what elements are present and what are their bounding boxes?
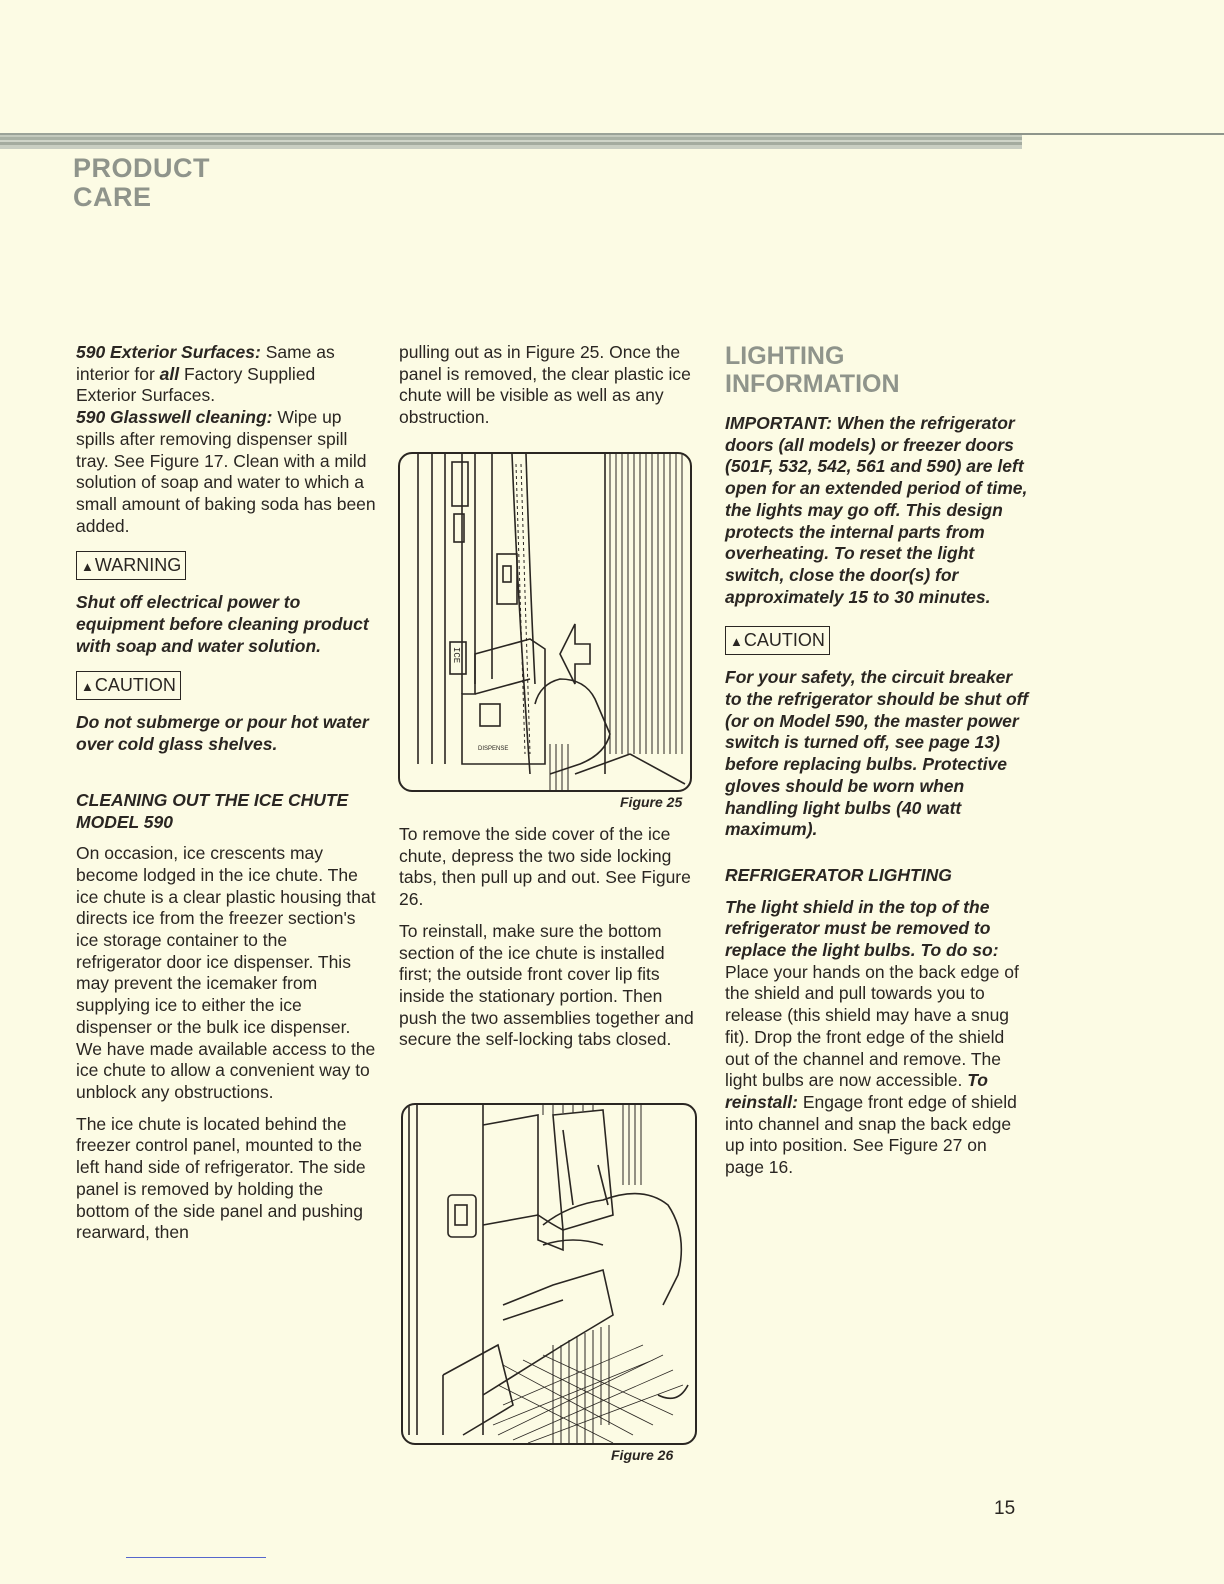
pulling-out-paragraph: pulling out as in Figure 25. Once the panel is removed, the clear plastic ice chute will be visible as well as any obstruction.	[399, 342, 691, 428]
glasswell-cleaning-text: Wipe up spills after removing dispenser spill tray. See Figure 17. Clean with a mild solution of soap and water to which a small amount of baking soda has been added.	[76, 407, 376, 536]
exterior-surfaces-paragraph	[76, 342, 376, 407]
figure-25-illustration	[398, 452, 692, 792]
figure-25-drawing	[400, 454, 690, 790]
ice-chute-subhead: CLEANING OUT THE ICE CHUTE MODEL 590	[76, 789, 349, 832]
figure-25-ice-label: ICE	[451, 647, 461, 664]
refrigerator-lighting-subhead: REFRIGERATOR LIGHTING	[725, 864, 952, 885]
header-rule-line	[1010, 133, 1224, 135]
reinstall-text: Engage front edge of shield into channel and snap the back edge up into position. See Figure 27 on page 16.	[725, 1091, 1017, 1178]
section-title-line2: CARE	[73, 182, 152, 212]
warning-badge	[76, 551, 186, 580]
lighting-title-line2: INFORMATION	[725, 370, 900, 398]
lighting-caution-text: For your safety, the circuit breaker to the refrigerator should be shut off (or on Model 590, the master power switch is turned off, see page 13) before replacing bulbs. Protective gloves should be worn when handling light bulbs (40 watt maximum).	[725, 667, 1029, 840]
figure-25-dispense-label: DISPENSE	[478, 746, 509, 752]
figure-26-illustration	[401, 1103, 697, 1445]
reinstall-paragraph: To reinstall, make sure the bottom section of the ice chute is installed first; the outside front cover lip fits inside the stationary portion. Then push the two assemblies together and secure the self-locking tabs closed.	[399, 920, 694, 1050]
important-notice: IMPORTANT: When the refrigerator doors (all models) or freezer doors (501F, 532, 542, 561 and 590) are left open for an extended period of time, the lights may go off. This design protects the internal parts from overheating. To reset the light switch, close the door(s) for approximately 15 to 30 minutes.	[725, 413, 1028, 607]
light-shield-lead: The light shield in the top of the refrigerator must be removed to replace the light bulbs. To do so:	[725, 896, 999, 961]
lighting-caution-triangle-icon: ▲	[730, 634, 743, 650]
section-title-line1: PRODUCT	[73, 153, 210, 183]
glasswell-cleaning-paragraph	[76, 407, 376, 537]
exterior-surfaces-lead: 590 Exterior Surfaces:	[76, 342, 261, 362]
figure-26-caption: Figure 26	[611, 1447, 674, 1463]
remove-side-cover-paragraph: To remove the side cover of the ice chute, depress the two side locking tabs, then pull up and out. See Figure 26.	[399, 824, 691, 910]
reinstall-lead: To reinstall:	[725, 1070, 988, 1112]
lighting-title-line1: LIGHTING	[725, 342, 845, 370]
column-left	[76, 342, 376, 1254]
warning-triangle-icon: ▲	[81, 559, 94, 575]
figure-26-drawing	[403, 1105, 695, 1443]
footer-link-line	[126, 1557, 266, 1558]
page-number: 15	[994, 1498, 1016, 1519]
ice-chute-paragraph-1: On occasion, ice crescents may become lodged in the ice chute. The ice chute is a clear plastic housing that directs ice from the freezer section's ice storage container to the refrigerator door ice dispenser. This may prevent the icemaker from supplying ice to either the ice dispenser or the bulk ice dispenser. We have made available access to the ice chute to allow a convenient way to unblock any obstructions.	[76, 843, 376, 1102]
caution-badge	[76, 671, 181, 700]
glasswell-cleaning-lead: 590 Glasswell cleaning:	[76, 407, 273, 428]
ice-chute-paragraph-2: The ice chute is located behind the freezer control panel, mounted to the left hand side of refrigerator. The side panel is removed by holding the bottom of the side panel and pushing rearward, then	[76, 1113, 366, 1243]
lighting-caution-badge	[725, 626, 830, 655]
lighting-caution-badge-label: CAUTION	[743, 630, 825, 651]
exterior-surfaces-emphasis: all	[159, 363, 180, 384]
exterior-surfaces-text-b: Factory Supplied Exterior Surfaces.	[76, 363, 316, 406]
light-shield-text: Place your hands on the back edge of the shield and pull towards you to release (this shield may have a snug fit). Drop the front edge of the shield out of the channel and remove. The light bulbs are now accessible.	[725, 961, 1019, 1091]
column-middle-lower	[399, 824, 697, 1061]
caution-triangle-icon: ▲	[81, 679, 94, 695]
caution-text: Do not submerge or pour hot water over cold glass shelves.	[76, 712, 369, 755]
section-title	[73, 154, 210, 212]
header-rule-band	[0, 133, 1022, 149]
warning-text: Shut off electrical power to equipment before cleaning product with soap and water solution.	[76, 592, 369, 656]
lighting-title	[725, 342, 1030, 398]
column-right	[725, 342, 1030, 1189]
light-shield-paragraph	[725, 897, 1030, 1179]
caution-badge-label: CAUTION	[94, 675, 176, 696]
warning-badge-label: WARNING	[94, 555, 182, 576]
figure-25-caption: Figure 25	[620, 794, 683, 810]
column-middle	[399, 342, 697, 439]
exterior-surfaces-text-a: Same as interior for	[76, 342, 335, 384]
